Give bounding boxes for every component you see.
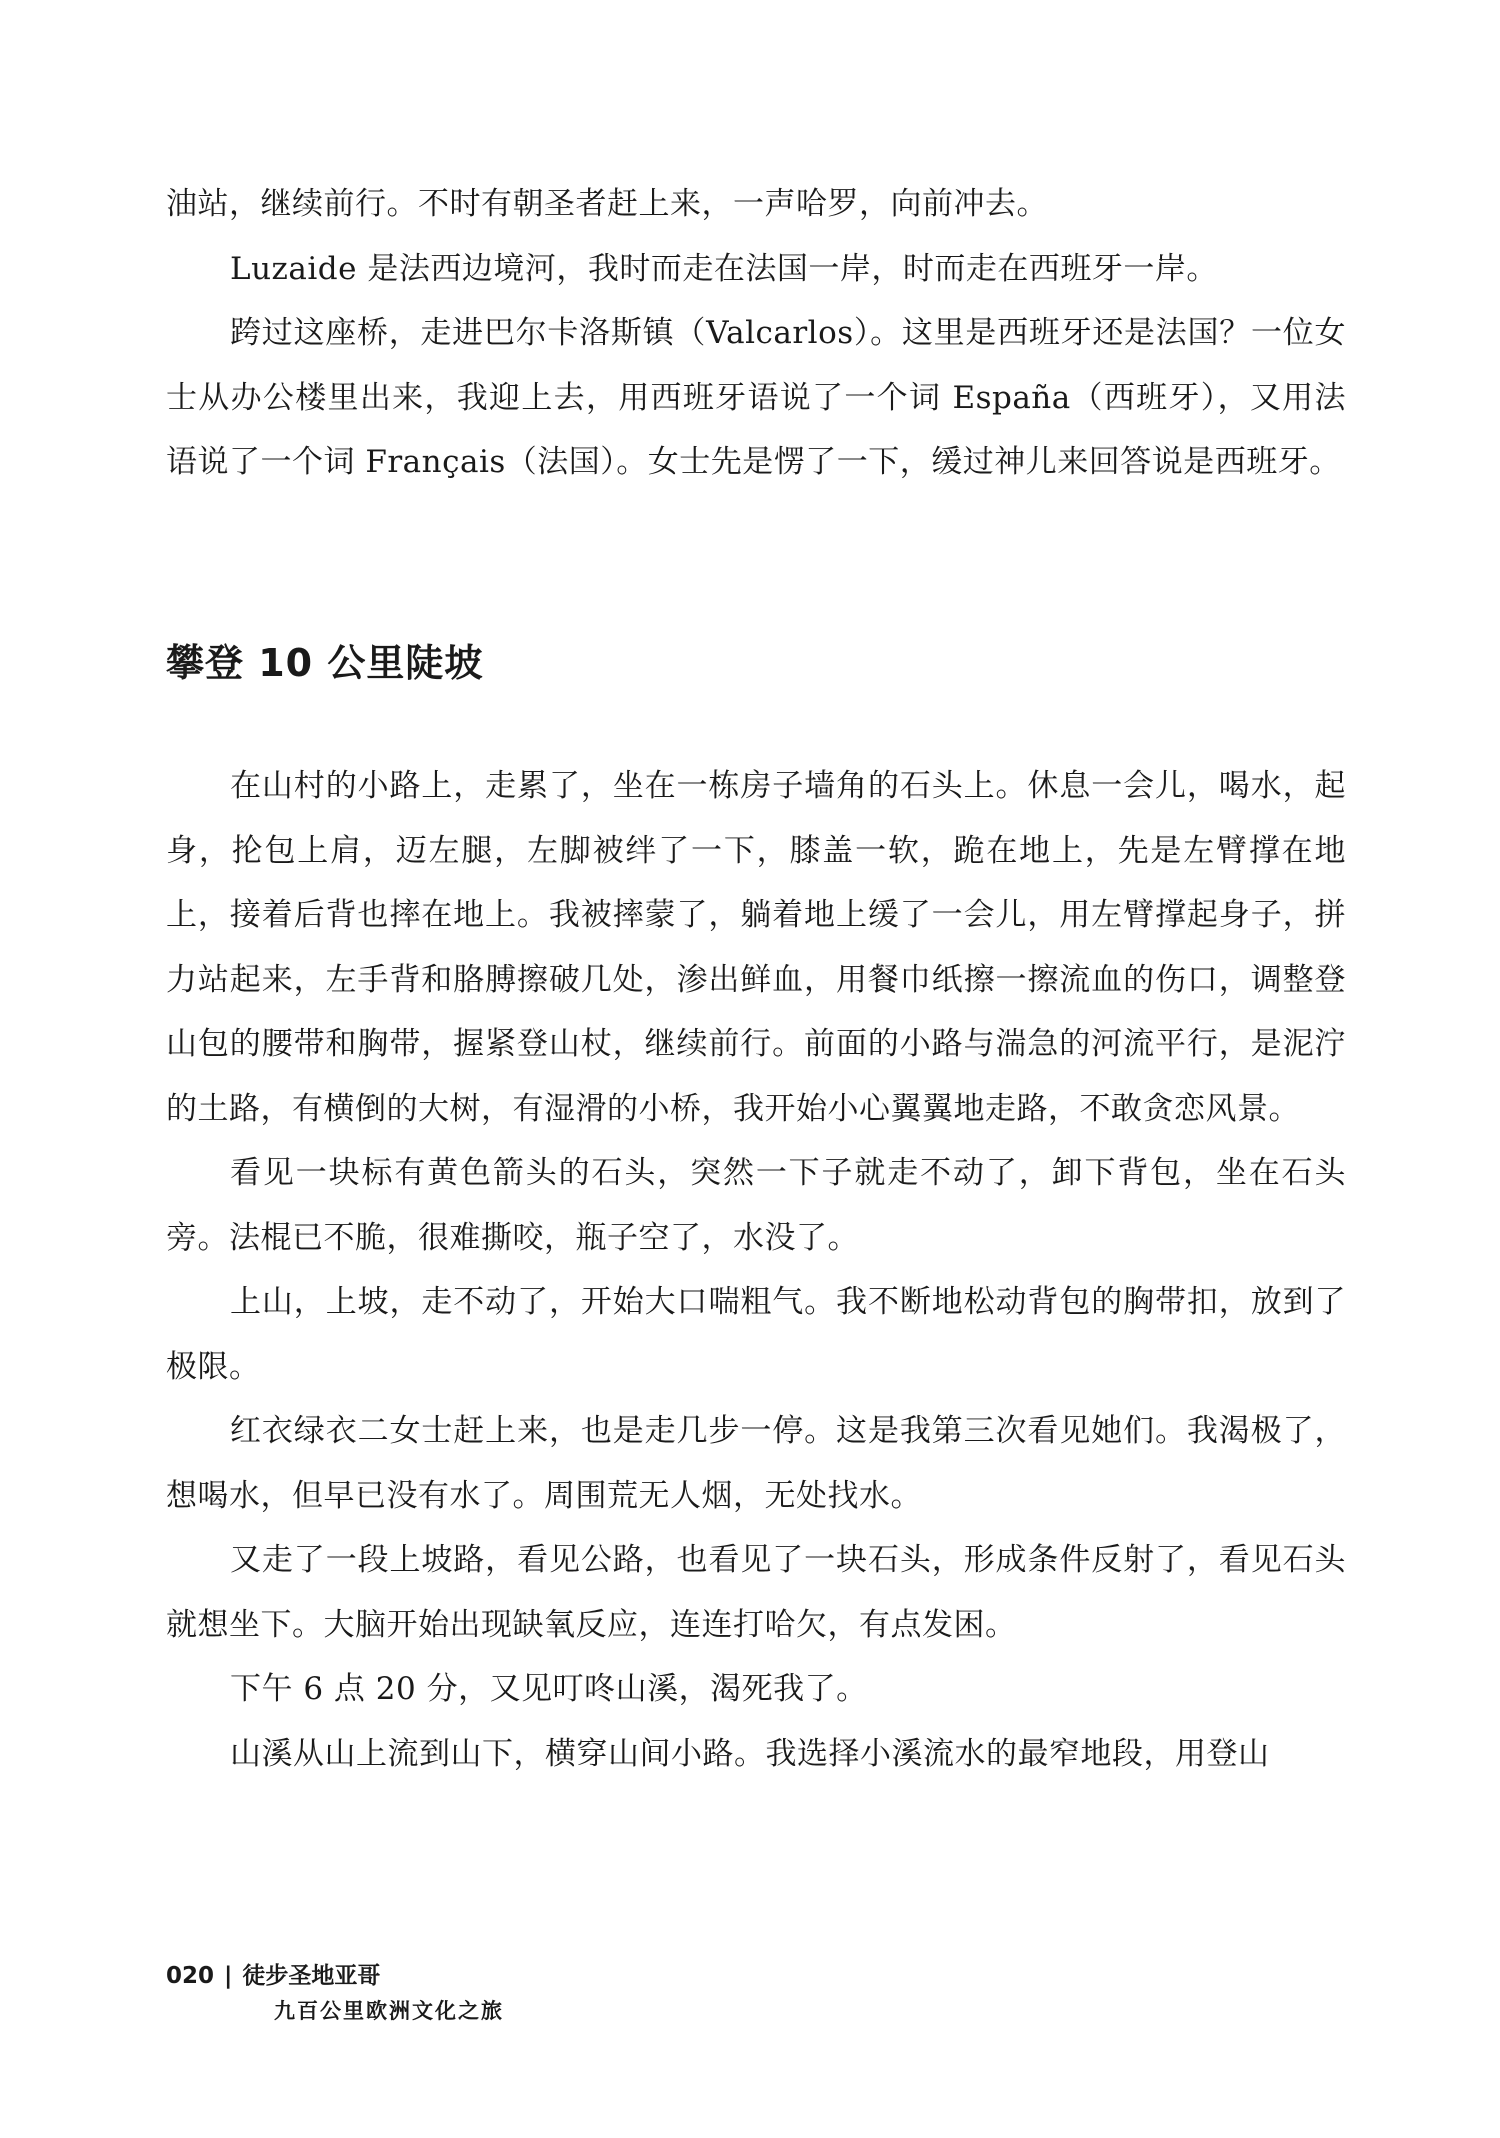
paragraph: 红衣绿衣二女士赶上来，也是走几步一停。这是我第三次看见她们。我渴极了，想喝水，但早已没有水了。周围荒无人烟，无处找水。 [166, 1413, 1346, 1514]
paragraph: 在山村的小路上，走累了，坐在一栋房子墙角的石头上。休息一会儿，喝水，起身，抡包上肩，迈左腿，左脚被绊了一下，膝盖一软，跪在地上，先是左臂撑在地上，接着后背也摔在地上。我被摔蒙了，躺着地上缓了一会儿，用左臂撑起身子，拼力站起来，左手背和胳膊擦破几处，渗出鲜血，用餐巾纸擦一擦流血的伤口，调整登山包的腰带和胸带，握紧登山杖，继续前行。前面的小路与湍急的河流平行，是泥泞的土路，有横倒的大树，有湿滑的小桥，我开始小心翼翼地走路，不敢贪恋风景。 [166, 768, 1346, 1127]
paragraph: 下午 6 点 20 分，又见叮咚山溪，渴死我了。 [230, 1671, 868, 1707]
paragraph: 油站，继续前行。不时有朝圣者赶上来，一声哈罗，向前冲去。 [166, 186, 1048, 222]
section-heading: 攀登 10 公里陡坡 [166, 641, 484, 685]
footer-separator: | [224, 1963, 233, 1989]
footer-folio [166, 1958, 504, 1994]
book-subtitle: 九百公里欧洲文化之旅 [274, 1998, 504, 2023]
main-text-block [166, 754, 1346, 1786]
book-title: 徒步圣地亚哥 [242, 1963, 381, 1989]
paragraph: 跨过这座桥，走进巴尔卡洛斯镇（Valcarlos）。这里是西班牙还是法国？一位女士从办公楼里出来，我迎上去，用西班牙语说了一个词 España（西班牙），又用法语说了一个词 Français（法国）。女士先是愣了一下，缓过神儿来回答说是西班牙。 [166, 315, 1346, 480]
page-number: 020 [166, 1963, 215, 1989]
paragraph: 上山，上坡，走不动了，开始大口喘粗气。我不断地松动背包的胸带扣，放到了极限。 [166, 1284, 1346, 1385]
paragraph: 山溪从山上流到山下，横穿山间小路。我选择小溪流水的最窄地段，用登山 [230, 1735, 1270, 1772]
top-text-block [166, 172, 1346, 495]
paragraph: 看见一块标有黄色箭头的石头，突然一下子就走不动了，卸下背包，坐在石头旁。法棍已不脆，很难撕咬，瓶子空了，水没了。 [166, 1155, 1346, 1256]
paragraph: Luzaide 是法西边境河，我时而走在法国一岸，时而走在西班牙一岸。 [230, 250, 1218, 287]
paragraph: 又走了一段上坡路，看见公路，也看见了一块石头，形成条件反射了，看见石头就想坐下。大脑开始出现缺氧反应，连连打哈欠，有点发困。 [166, 1542, 1346, 1643]
page-footer [166, 1958, 504, 2028]
